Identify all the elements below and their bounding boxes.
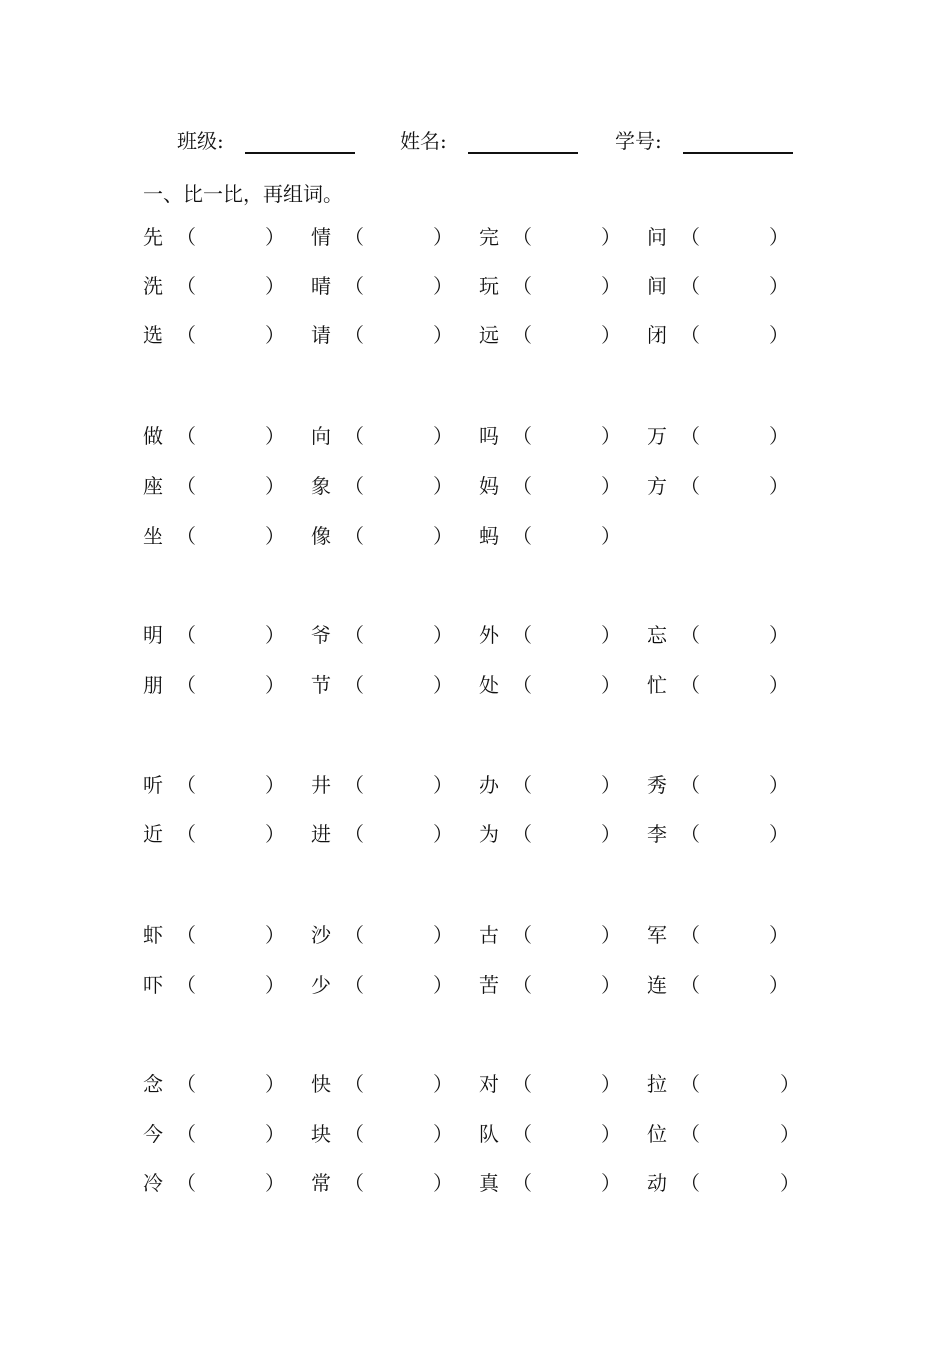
answer-blank[interactable] — [366, 322, 428, 348]
answer-blank[interactable] — [198, 672, 260, 698]
answer-blank[interactable] — [534, 821, 596, 847]
close-paren: ） — [265, 973, 285, 997]
close-paren: ） — [433, 524, 453, 548]
name-label: 姓名: — [400, 129, 447, 153]
target-character: 拉 — [647, 1072, 667, 1096]
target-character: 为 — [479, 822, 499, 846]
answer-blank[interactable] — [702, 1170, 775, 1196]
answer-blank[interactable] — [366, 821, 428, 847]
target-character: 井 — [311, 773, 331, 797]
word-row — [0, 471, 950, 501]
target-character: 选 — [143, 323, 163, 347]
word-row — [0, 271, 950, 301]
open-paren: （ — [512, 424, 532, 448]
target-character: 处 — [479, 673, 499, 697]
target-character: 洗 — [143, 274, 163, 298]
close-paren: ） — [601, 424, 621, 448]
answer-blank[interactable] — [534, 322, 596, 348]
answer-blank[interactable] — [534, 972, 596, 998]
open-paren: （ — [344, 474, 364, 498]
answer-blank[interactable] — [534, 772, 596, 798]
open-paren: （ — [512, 1171, 532, 1195]
close-paren: ） — [601, 274, 621, 298]
open-paren: （ — [512, 822, 532, 846]
word-row — [0, 1119, 950, 1149]
answer-blank[interactable] — [198, 1170, 260, 1196]
answer-blank[interactable] — [534, 473, 596, 499]
open-paren: （ — [176, 923, 196, 947]
target-character: 远 — [479, 323, 499, 347]
close-paren: ） — [265, 474, 285, 498]
open-paren: （ — [680, 973, 700, 997]
open-paren: （ — [680, 424, 700, 448]
word-row — [0, 1168, 950, 1198]
answer-blank[interactable] — [702, 273, 764, 299]
close-paren: ） — [433, 225, 453, 249]
close-paren: ） — [433, 1072, 453, 1096]
target-character: 连 — [647, 973, 667, 997]
answer-blank[interactable] — [198, 322, 260, 348]
target-character: 明 — [143, 623, 163, 647]
open-paren: （ — [512, 474, 532, 498]
target-character: 沙 — [311, 923, 331, 947]
target-character: 忙 — [647, 673, 667, 697]
open-paren: （ — [680, 225, 700, 249]
answer-blank[interactable] — [702, 1121, 775, 1147]
close-paren: ） — [601, 623, 621, 647]
close-paren: ） — [769, 822, 789, 846]
close-paren: ） — [601, 1171, 621, 1195]
open-paren: （ — [344, 1072, 364, 1096]
close-paren: ） — [265, 274, 285, 298]
open-paren: （ — [344, 623, 364, 647]
open-paren: （ — [680, 673, 700, 697]
answer-blank[interactable] — [702, 1071, 775, 1097]
answer-blank[interactable] — [366, 1121, 428, 1147]
target-character: 爷 — [311, 623, 331, 647]
open-paren: （ — [344, 822, 364, 846]
close-paren: ） — [265, 1072, 285, 1096]
student-number-label: 学号: — [615, 129, 662, 153]
target-character: 李 — [647, 822, 667, 846]
target-character: 古 — [479, 923, 499, 947]
target-character: 坐 — [143, 524, 163, 548]
answer-blank[interactable] — [366, 622, 428, 648]
open-paren: （ — [176, 474, 196, 498]
answer-blank[interactable] — [198, 972, 260, 998]
answer-blank[interactable] — [534, 672, 596, 698]
open-paren: （ — [512, 923, 532, 947]
close-paren: ） — [601, 773, 621, 797]
close-paren: ） — [265, 673, 285, 697]
open-paren: （ — [176, 773, 196, 797]
open-paren: （ — [680, 1122, 700, 1146]
target-character: 办 — [479, 773, 499, 797]
target-character: 座 — [143, 474, 163, 498]
answer-blank[interactable] — [366, 273, 428, 299]
open-paren: （ — [176, 1171, 196, 1195]
answer-blank[interactable] — [366, 672, 428, 698]
open-paren: （ — [680, 1171, 700, 1195]
close-paren: ） — [433, 623, 453, 647]
word-row — [0, 1069, 950, 1099]
word-row — [0, 222, 950, 252]
close-paren: ） — [769, 923, 789, 947]
open-paren: （ — [176, 822, 196, 846]
close-paren: ） — [265, 323, 285, 347]
word-row — [0, 920, 950, 950]
target-character: 冷 — [143, 1171, 163, 1195]
target-character: 队 — [479, 1122, 499, 1146]
answer-blank[interactable] — [534, 523, 596, 549]
target-character: 少 — [311, 973, 331, 997]
close-paren: ） — [769, 424, 789, 448]
target-character: 朋 — [143, 673, 163, 697]
open-paren: （ — [344, 973, 364, 997]
target-character: 向 — [311, 424, 331, 448]
student-info-header — [0, 126, 950, 158]
target-character: 象 — [311, 474, 331, 498]
target-character: 块 — [311, 1122, 331, 1146]
answer-blank[interactable] — [198, 423, 260, 449]
class-label: 班级: — [177, 129, 224, 153]
word-row — [0, 970, 950, 1000]
open-paren: （ — [344, 1171, 364, 1195]
close-paren: ） — [601, 1122, 621, 1146]
answer-blank[interactable] — [198, 622, 260, 648]
answer-blank[interactable] — [702, 772, 764, 798]
target-character: 先 — [143, 225, 163, 249]
answer-blank[interactable] — [198, 224, 260, 250]
target-character: 秀 — [647, 773, 667, 797]
answer-blank[interactable] — [702, 922, 764, 948]
open-paren: （ — [176, 1072, 196, 1096]
open-paren: （ — [344, 773, 364, 797]
close-paren: ） — [601, 673, 621, 697]
close-paren: ） — [433, 773, 453, 797]
target-character: 像 — [311, 524, 331, 548]
target-character: 方 — [647, 474, 667, 498]
close-paren: ） — [433, 474, 453, 498]
answer-blank[interactable] — [702, 622, 764, 648]
name-field — [400, 126, 447, 156]
close-paren: ） — [265, 524, 285, 548]
open-paren: （ — [176, 973, 196, 997]
answer-blank[interactable] — [198, 922, 260, 948]
answer-blank[interactable] — [366, 224, 428, 250]
class-blank-line[interactable] — [245, 152, 355, 154]
open-paren: （ — [680, 323, 700, 347]
target-character: 真 — [479, 1171, 499, 1195]
open-paren: （ — [512, 274, 532, 298]
close-paren: ） — [433, 822, 453, 846]
close-paren: ） — [265, 923, 285, 947]
open-paren: （ — [512, 225, 532, 249]
word-row — [0, 620, 950, 650]
answer-blank[interactable] — [702, 672, 764, 698]
target-character: 请 — [311, 323, 331, 347]
close-paren: ） — [601, 474, 621, 498]
close-paren: ） — [433, 1122, 453, 1146]
open-paren: （ — [512, 524, 532, 548]
answer-blank[interactable] — [366, 423, 428, 449]
open-paren: （ — [176, 1122, 196, 1146]
answer-blank[interactable] — [198, 1071, 260, 1097]
close-paren: ） — [433, 323, 453, 347]
open-paren: （ — [176, 274, 196, 298]
open-paren: （ — [176, 673, 196, 697]
open-paren: （ — [344, 923, 364, 947]
target-character: 进 — [311, 822, 331, 846]
answer-blank[interactable] — [534, 224, 596, 250]
target-character: 节 — [311, 673, 331, 697]
target-character: 虾 — [143, 923, 163, 947]
answer-blank[interactable] — [366, 772, 428, 798]
open-paren: （ — [344, 524, 364, 548]
open-paren: （ — [680, 474, 700, 498]
answer-blank[interactable] — [702, 322, 764, 348]
target-character: 对 — [479, 1072, 499, 1096]
open-paren: （ — [176, 323, 196, 347]
answer-blank[interactable] — [534, 1121, 596, 1147]
open-paren: （ — [344, 323, 364, 347]
open-paren: （ — [680, 274, 700, 298]
close-paren: ） — [769, 673, 789, 697]
close-paren: ） — [265, 1122, 285, 1146]
target-character: 念 — [143, 1072, 163, 1096]
target-character: 动 — [647, 1171, 667, 1195]
word-row — [0, 819, 950, 849]
class-field — [177, 126, 224, 156]
answer-blank[interactable] — [534, 273, 596, 299]
answer-blank[interactable] — [366, 972, 428, 998]
open-paren: （ — [512, 673, 532, 697]
word-row — [0, 421, 950, 451]
open-paren: （ — [512, 773, 532, 797]
close-paren: ） — [769, 225, 789, 249]
close-paren: ） — [265, 424, 285, 448]
close-paren: ） — [601, 1072, 621, 1096]
close-paren: ） — [265, 623, 285, 647]
answer-blank[interactable] — [366, 922, 428, 948]
target-character: 情 — [311, 225, 331, 249]
open-paren: （ — [344, 1122, 364, 1146]
close-paren: ） — [769, 274, 789, 298]
word-row — [0, 521, 950, 551]
close-paren: ） — [769, 973, 789, 997]
close-paren: ） — [769, 623, 789, 647]
target-character: 常 — [311, 1171, 331, 1195]
open-paren: （ — [344, 274, 364, 298]
open-paren: （ — [512, 973, 532, 997]
answer-blank[interactable] — [366, 1170, 428, 1196]
target-character: 妈 — [479, 474, 499, 498]
target-character: 晴 — [311, 274, 331, 298]
close-paren: ） — [601, 524, 621, 548]
answer-blank[interactable] — [702, 224, 764, 250]
target-character: 蚂 — [479, 524, 499, 548]
close-paren: ） — [601, 973, 621, 997]
open-paren: （ — [512, 323, 532, 347]
target-character: 忘 — [647, 623, 667, 647]
open-paren: （ — [344, 225, 364, 249]
close-paren: ） — [780, 1122, 800, 1146]
answer-blank[interactable] — [534, 423, 596, 449]
close-paren: ） — [265, 225, 285, 249]
word-row — [0, 670, 950, 700]
open-paren: （ — [176, 225, 196, 249]
answer-blank[interactable] — [198, 273, 260, 299]
target-character: 做 — [143, 424, 163, 448]
target-character: 玩 — [479, 274, 499, 298]
target-character: 军 — [647, 923, 667, 947]
close-paren: ） — [433, 923, 453, 947]
answer-blank[interactable] — [198, 772, 260, 798]
close-paren: ） — [601, 923, 621, 947]
close-paren: ） — [780, 1171, 800, 1195]
target-character: 位 — [647, 1122, 667, 1146]
open-paren: （ — [344, 424, 364, 448]
answer-blank[interactable] — [702, 423, 764, 449]
target-character: 闭 — [647, 323, 667, 347]
answer-blank[interactable] — [366, 1071, 428, 1097]
answer-blank[interactable] — [534, 622, 596, 648]
target-character: 问 — [647, 225, 667, 249]
close-paren: ） — [433, 673, 453, 697]
close-paren: ） — [433, 424, 453, 448]
answer-blank[interactable] — [198, 821, 260, 847]
open-paren: （ — [176, 424, 196, 448]
close-paren: ） — [780, 1072, 800, 1096]
close-paren: ） — [601, 225, 621, 249]
close-paren: ） — [433, 1171, 453, 1195]
answer-blank[interactable] — [198, 1121, 260, 1147]
close-paren: ） — [601, 323, 621, 347]
open-paren: （ — [176, 524, 196, 548]
close-paren: ） — [769, 773, 789, 797]
open-paren: （ — [680, 822, 700, 846]
target-character: 今 — [143, 1122, 163, 1146]
close-paren: ） — [265, 822, 285, 846]
target-character: 苦 — [479, 973, 499, 997]
open-paren: （ — [680, 1072, 700, 1096]
answer-blank[interactable] — [198, 523, 260, 549]
answer-blank[interactable] — [366, 523, 428, 549]
target-character: 间 — [647, 274, 667, 298]
word-row — [0, 320, 950, 350]
target-character: 万 — [647, 424, 667, 448]
target-character: 吗 — [479, 424, 499, 448]
open-paren: （ — [512, 1072, 532, 1096]
open-paren: （ — [680, 923, 700, 947]
answer-blank[interactable] — [198, 473, 260, 499]
student-number-field — [615, 126, 662, 156]
close-paren: ） — [433, 274, 453, 298]
close-paren: ） — [265, 773, 285, 797]
answer-blank[interactable] — [702, 473, 764, 499]
close-paren: ） — [769, 323, 789, 347]
answer-blank[interactable] — [534, 922, 596, 948]
student-number-blank-line[interactable] — [683, 152, 793, 154]
answer-blank[interactable] — [366, 473, 428, 499]
target-character: 近 — [143, 822, 163, 846]
open-paren: （ — [680, 773, 700, 797]
close-paren: ） — [265, 1171, 285, 1195]
exercise-instruction: 一、比一比，再组词。 — [143, 182, 343, 206]
answer-blank[interactable] — [534, 1071, 596, 1097]
target-character: 完 — [479, 225, 499, 249]
open-paren: （ — [512, 623, 532, 647]
answer-blank[interactable] — [534, 1170, 596, 1196]
name-blank-line[interactable] — [468, 152, 578, 154]
open-paren: （ — [176, 623, 196, 647]
target-character: 吓 — [143, 973, 163, 997]
open-paren: （ — [344, 673, 364, 697]
close-paren: ） — [601, 822, 621, 846]
target-character: 快 — [311, 1072, 331, 1096]
answer-blank[interactable] — [702, 972, 764, 998]
close-paren: ） — [433, 973, 453, 997]
word-row — [0, 770, 950, 800]
close-paren: ） — [769, 474, 789, 498]
target-character: 外 — [479, 623, 499, 647]
answer-blank[interactable] — [702, 821, 764, 847]
open-paren: （ — [680, 623, 700, 647]
open-paren: （ — [512, 1122, 532, 1146]
target-character: 听 — [143, 773, 163, 797]
